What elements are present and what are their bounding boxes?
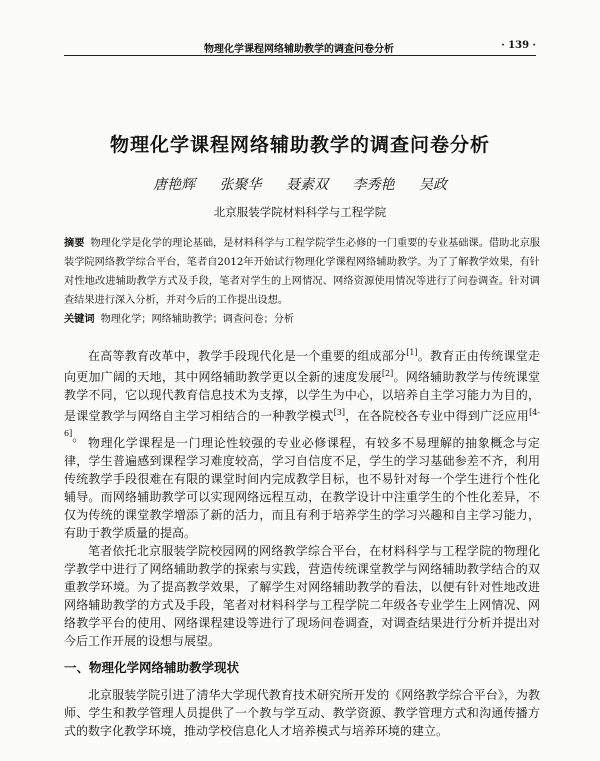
author-name: 聂素双	[286, 177, 328, 193]
running-title: 物理化学课程网络辅助教学的调查问卷分析	[204, 44, 394, 55]
author-list	[0, 174, 600, 194]
author-name: 唐艳辉	[153, 177, 196, 193]
keywords-label: 关键词	[64, 313, 95, 325]
citation: [4-6]	[64, 408, 540, 438]
author-name: 李秀艳	[352, 177, 395, 193]
section-heading: 一、物理化学网络辅助教学现状	[64, 660, 240, 675]
citation: [3]	[333, 408, 345, 417]
citation: [1]	[406, 348, 418, 357]
page-number: · 139 ·	[501, 40, 536, 51]
running-header	[64, 40, 536, 56]
body-paragraph-2: 物理化学课程是一门理论性较强的专业必修课程，有较多不易理解的抽象概念与定律，学生普遍感到课程学习难度较高，学习自信度不足，学生的学习基础参差不齐，利用传统教学手段很难在有限的课堂时间内完成教学目标，也不易针对每一个学生进行个性化辅导。而网络辅助教学可以实现网络远程互动，在教学设计中注重学生的个性化差异，不仅为传统的课堂教学增添了新的活力，而且有利于培养学生的学习兴趣和自主学习能力，有助于教学质量的提高。	[64, 436, 540, 540]
author-name: 张聚华	[219, 177, 262, 193]
keywords-text: 物理化学；网络辅助教学；调查问卷；分析	[100, 314, 295, 325]
body-paragraph-4: 北京服装学院引进了清华大学现代教育技术研究所开发的《网络教学综合平台》，为教师、学生和教学管理人员提供了一个教与学互动、教学资源、教学管理方式和沟通传播方式的数字化教学环境，推动学校信息化人才培养模式与培养环境的建立。	[64, 688, 540, 738]
citation: [2]	[381, 369, 394, 378]
abstract-text: 物理化学是化学的理论基础，是材料科学与工程学院学生必修的一门重要的专业基础课。借助北京服装学院网络教学综合平台，笔者自2012年开始试行物理化学课程网络辅助教学。为了了解教学效果，有针对性地改进辅助教学方式及手段，笔者对学生的上网情况、网络资源使用情况等进行了问卷调查。针对调查结果进行深入分析，并对今后的工作提出设想。	[64, 238, 540, 306]
article-title: 物理化学课程网络辅助教学的调查问卷分析	[109, 134, 490, 156]
abstract	[64, 234, 540, 310]
body-paragraph-3: 笔者依托北京服装学院校园网的网络教学综合平台，在材料科学与工程学院的物理化学教学中进行了网络辅助教学的探索与实践，营造传统课堂教学与网络辅助教学结合的双重教学环境。为了提高教学效果，了解学生对网络辅助教学的看法，以便有针对性地改进网络辅助教学的方式及手段，笔者对材料科学与工程学院二年级各专业学生上网情况、网络教学平台的使用、网络课程建设等进行了现场问卷调查，对调查结果进行分析并提出对今后工作开展的设想与展望。	[64, 544, 540, 648]
author-name: 吴政	[418, 177, 447, 193]
body-paragraph-1: 在高等教育改革中，教学手段现代化是一个重要的组成部分[1]。教育正由传统课堂走向更加广阔的天地，其中网络辅助教学更以全新的速度发展[2]。网络辅助教学与传统课堂教学不同，它以现代教育信息技术为支撑，以学生为中心，以培养自主学习能力为目的，是课堂教学与网络自主学习相结合的一种教学模式[3]，在各院校各专业中得到广泛应用[4-6]。	[64, 348, 540, 444]
affiliation: 北京服装学院材料科学与工程学院	[213, 205, 387, 219]
abstract-label: 摘要	[64, 237, 85, 249]
keywords	[64, 310, 540, 329]
